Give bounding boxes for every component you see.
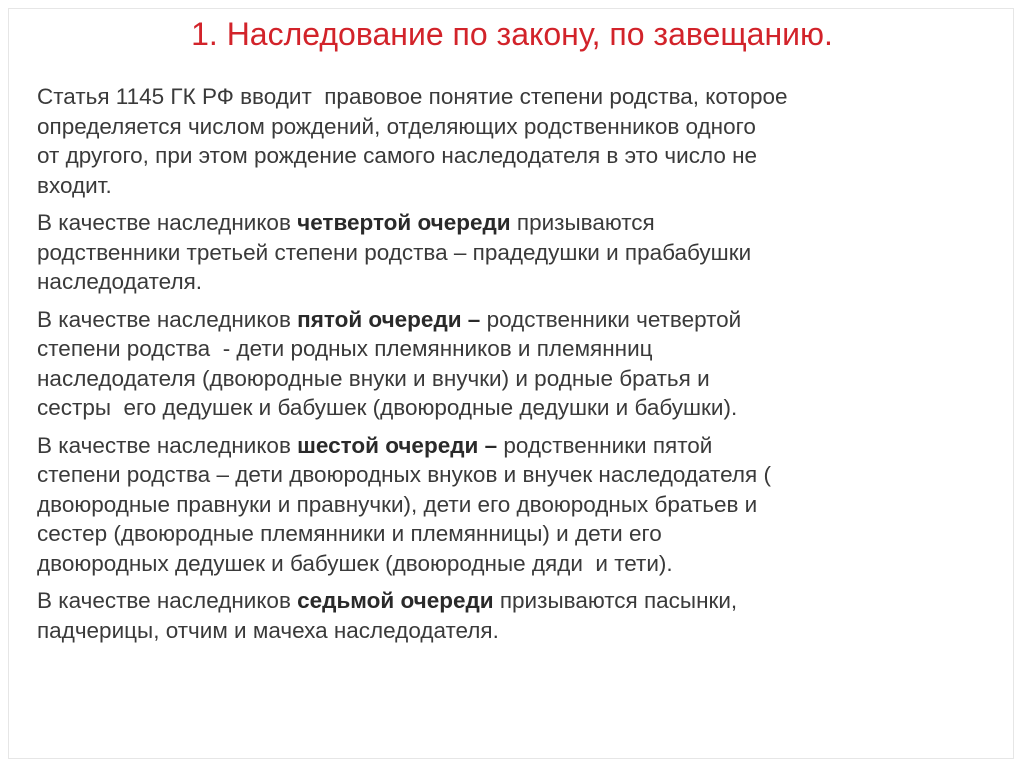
text-run: В качестве наследников: [37, 306, 298, 332]
paragraph-line: [37, 208, 997, 238]
paragraph-fifth-order: [37, 305, 997, 423]
paragraph-line: определяется числом рождений, отделяющих родственников одного: [37, 113, 756, 139]
paragraph-line: от другого, при этом рождение самого наследодателя в это число не: [37, 143, 758, 168]
text-run: родственники четвертой: [480, 306, 742, 332]
paragraph-seventh-order: [37, 586, 997, 645]
sixth-order-emphasis: шестой очереди –: [297, 432, 498, 458]
text-run: В качестве наследников: [37, 432, 298, 458]
text-run: родственники пятой: [497, 432, 713, 458]
fourth-order-emphasis: четвертой очереди: [297, 210, 511, 235]
paragraph-line: сестры его дедушек и бабушек (двоюродные дедушки и бабушки).: [37, 395, 738, 420]
paragraph-line: родственники третьей степени родства – прадедушки и прабабушки: [37, 239, 752, 265]
text-run: В качестве наследников: [37, 210, 298, 235]
paragraph-line: двоюродные правнуки и правнучки), дети его двоюродных братьев и: [37, 491, 758, 517]
paragraph-line: наследодателя (двоюродные внуки и внучки) и родные братья и: [37, 365, 710, 391]
paragraph-line: Статья 1145 ГК РФ вводит правовое понятие степени родства, которое: [37, 84, 788, 109]
paragraph-line: степени родства - дети родных племянников и племянниц: [37, 336, 653, 361]
text-run: В качестве наследников: [37, 588, 298, 613]
paragraph-line: [37, 586, 997, 616]
slide-content: [37, 82, 997, 653]
paragraph-line: сестер (двоюродные племянники и племянницы) и дети его: [37, 521, 662, 546]
paragraph-fourth-order: [37, 208, 997, 297]
paragraph-line: [37, 305, 997, 335]
slide-title: 1. Наследование по закону, по завещанию.: [191, 16, 833, 52]
paragraph-degree-of-kinship: [37, 82, 997, 200]
paragraph-line: двоюродных дедушек и бабушек (двоюродные дяди и тети).: [37, 550, 673, 576]
paragraph-line: наследодателя.: [37, 269, 203, 294]
text-run: призываются: [510, 210, 655, 235]
paragraph-sixth-order: [37, 431, 997, 579]
fifth-order-emphasis: пятой очереди –: [297, 306, 481, 332]
paragraph-line: [37, 431, 997, 461]
text-run: призываются пасынки,: [493, 588, 738, 613]
paragraph-line: входит.: [37, 172, 112, 198]
seventh-order-emphasis: седьмой очереди: [297, 588, 494, 613]
paragraph-line: падчерицы, отчим и мачеха наследодателя.: [37, 617, 499, 643]
paragraph-line: степени родства – дети двоюродных внуков и внучек наследодателя (: [37, 462, 771, 487]
